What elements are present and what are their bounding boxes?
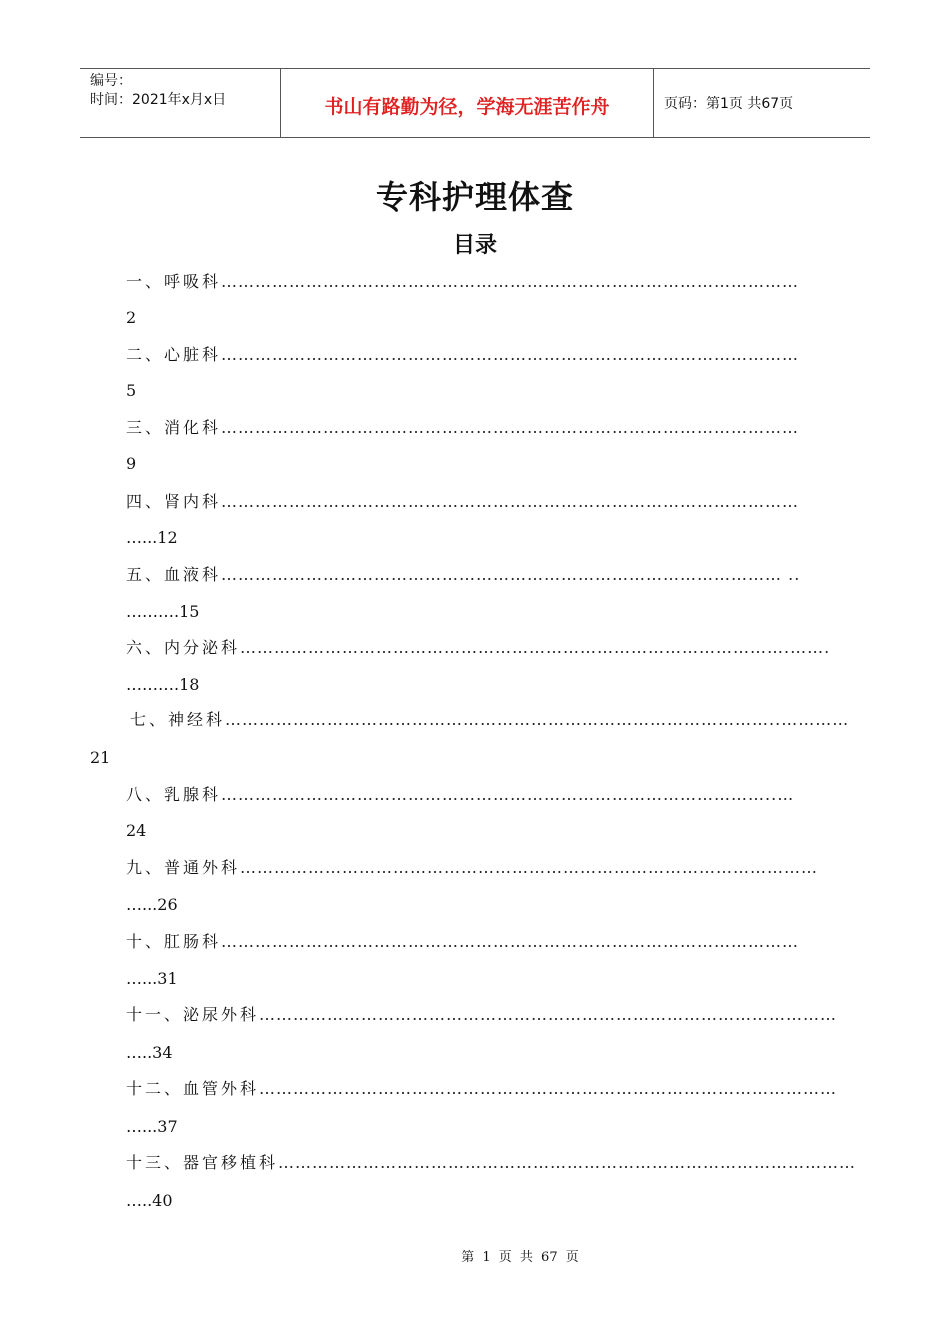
- toc-entry-page: 2: [126, 308, 137, 327]
- toc-leader-dots: ……………………………………………………………………………………… ..: [221, 565, 801, 584]
- toc-entry-10[interactable]: [126, 932, 860, 952]
- toc-entry-page: …...31: [126, 969, 178, 988]
- toc-heading: 目录: [452, 233, 497, 258]
- header-page-info: 页码：第1页 共67页: [664, 96, 794, 112]
- toc-entry-page: …...37: [126, 1117, 178, 1136]
- toc-entry-label: 二、心脏科: [126, 345, 222, 364]
- toc-entry-12[interactable]: [126, 1079, 860, 1099]
- toc-entry-label: 五、血液科: [126, 565, 222, 584]
- toc-entry-page: 5: [126, 381, 137, 400]
- toc-entry-page: 24: [126, 821, 147, 840]
- toc-leader-dots: …………………………………………………………………………………………: [240, 858, 819, 877]
- toc-leader-dots: ……………………………………………………………………………………..…: [221, 785, 795, 804]
- toc-leader-dots: ……………………………………………………………………………………..…………: [225, 710, 850, 729]
- toc-leader-dots: …………………………………………………………………………………………: [221, 272, 800, 291]
- toc-entry-9[interactable]: [126, 858, 860, 878]
- toc-leader-dots: …………………………………………………………………………………………: [278, 1153, 857, 1172]
- toc-entry-5[interactable]: [126, 565, 860, 585]
- toc-entry-label: 十一、泌尿外科: [126, 1005, 260, 1024]
- toc-entry-2[interactable]: [126, 345, 860, 365]
- toc-entry-label: 十、肛肠科: [126, 932, 222, 951]
- toc-entry-label: 三、消化科: [126, 418, 222, 437]
- toc-entry-page: …...12: [126, 528, 178, 547]
- toc-entry-page: ……….15: [126, 602, 200, 621]
- toc-leader-dots: …………………………………………………………………………………….…….: [240, 638, 831, 657]
- toc-entry-page: 9: [126, 454, 137, 473]
- toc-entry-7[interactable]: [130, 710, 860, 730]
- toc-entry-11[interactable]: [126, 1005, 860, 1025]
- toc-entry-label: 七、神经科: [130, 710, 226, 729]
- toc-entry-8[interactable]: [126, 785, 860, 805]
- toc-leader-dots: …………………………………………………………………………………………: [259, 1079, 838, 1098]
- toc-entry-label: 十二、血管外科: [126, 1079, 260, 1098]
- toc-leader-dots: …………………………………………………………………………………………: [221, 492, 800, 511]
- toc-entry-page: 21: [90, 748, 111, 767]
- toc-entry-6[interactable]: [126, 638, 860, 658]
- toc-entry-label: 一、呼吸科: [126, 272, 222, 291]
- toc-entry-label: 九、普通外科: [126, 858, 241, 877]
- page-header: [80, 68, 870, 138]
- toc-entry-label: 八、乳腺科: [126, 785, 222, 804]
- toc-entry-label: 六、内分泌科: [126, 638, 241, 657]
- toc-entry-page: …..34: [126, 1043, 173, 1062]
- page-footer: 第 1 页 共 67 页: [461, 1250, 579, 1265]
- header-meta: [80, 69, 281, 137]
- toc-leader-dots: …………………………………………………………………………………………: [221, 418, 800, 437]
- toc-entry-page: …..40: [126, 1191, 173, 1210]
- toc-entry-page: ……….18: [126, 675, 200, 694]
- toc-entry-4[interactable]: [126, 492, 860, 512]
- toc-entry-1[interactable]: [126, 272, 860, 292]
- document-date: 时间：2021年x月x日: [90, 92, 227, 108]
- toc-leader-dots: …………………………………………………………………………………………: [221, 932, 800, 951]
- document-title: 专科护理体查: [375, 178, 574, 216]
- toc-entry-label: 十三、器官移植科: [126, 1153, 279, 1172]
- toc-entry-label: 四、肾内科: [126, 492, 222, 511]
- toc-leader-dots: …………………………………………………………………………………………: [259, 1005, 838, 1024]
- toc-entry-3[interactable]: [126, 418, 860, 438]
- toc-entry-13[interactable]: [126, 1153, 860, 1173]
- toc-leader-dots: …………………………………………………………………………………………: [221, 345, 800, 364]
- document-number: 编号：: [90, 73, 132, 89]
- toc-entry-page: …...26: [126, 895, 178, 914]
- header-motto: 书山有路勤为径，学海无涯苦作舟: [281, 69, 654, 137]
